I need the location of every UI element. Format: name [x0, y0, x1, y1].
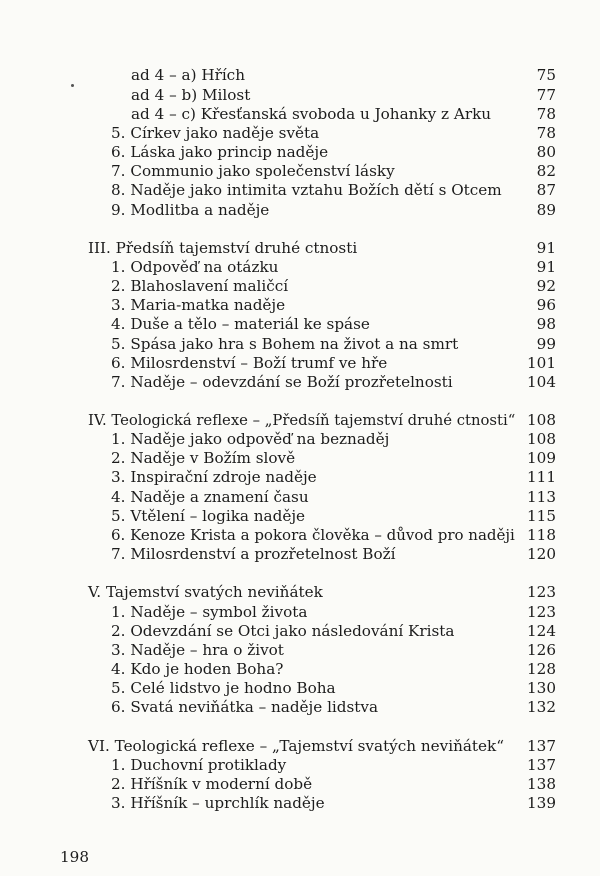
toc-entry-title: 8. Naděje jako intimita vztahu Božích dětí s Otcem — [111, 181, 502, 199]
toc-entry — [0, 277, 600, 296]
toc-entry-title: 3. Naděje – hra o život — [111, 641, 284, 659]
toc-entry-title: 2. Naděje v Božím slově — [111, 449, 296, 467]
toc-entry-title: 7. Communio jako společenství lásky — [111, 162, 395, 180]
toc-entry-page: 132 — [527, 698, 556, 716]
toc-entry — [0, 756, 600, 775]
toc-entry-page: 138 — [527, 775, 556, 793]
toc-entry-page: 108 — [527, 411, 556, 429]
toc-entry-title: 3. Hříšník – uprchlík naděje — [111, 794, 325, 812]
toc-entry — [0, 545, 600, 564]
toc-entry — [0, 603, 600, 622]
toc-entry-title: 5. Církev jako naděje světa — [111, 124, 320, 142]
toc-entry — [0, 679, 600, 698]
toc-entry — [0, 105, 600, 124]
toc-entry-page: 87 — [536, 181, 556, 199]
toc-entry-title: 1. Naděje – symbol života — [111, 603, 308, 621]
toc-chapter-heading — [0, 583, 600, 602]
toc-entry-title: ad 4 – b) Milost — [131, 86, 251, 104]
toc-entry-page: 109 — [527, 449, 556, 467]
toc-entry — [0, 143, 600, 162]
toc-entry-title: III. Předsíň tajemství druhé ctnosti — [88, 239, 358, 257]
toc-entry-page: 89 — [536, 201, 556, 219]
toc-entry-title: 7. Naděje – odevzdání se Boží prozřetelnosti — [111, 373, 453, 391]
toc-entry-title: 1. Duchovní protiklady — [111, 756, 287, 774]
toc-entry-title: 5. Spása jako hra s Bohem na život a na smrt — [111, 335, 459, 353]
toc-entry-page: 82 — [536, 162, 556, 180]
toc-entry-page: 139 — [527, 794, 556, 812]
toc-entry-page: 137 — [527, 737, 556, 755]
toc-entry-title: 6. Kenoze Krista a pokora člověka – důvod pro naději — [111, 526, 515, 544]
toc-entry — [0, 315, 600, 334]
toc-entry-title: 2. Odevzdání se Otci jako následování Krista — [111, 622, 455, 640]
toc-entry — [0, 86, 600, 105]
toc-entry-page: 124 — [527, 622, 556, 640]
toc-entry-page: 126 — [527, 641, 556, 659]
toc-entry-title: 1. Odpověď na otázku — [111, 258, 279, 276]
toc-entry-page: 75 — [536, 66, 556, 84]
toc-entry — [0, 181, 600, 200]
toc-entry-title: 6. Láska jako princip naděje — [111, 143, 329, 161]
toc-entry — [0, 201, 600, 220]
toc-entry — [0, 507, 600, 526]
toc-entry — [0, 162, 600, 181]
toc-entry-title: ad 4 – c) Křesťanská svoboda u Johanky z Arku — [131, 105, 492, 123]
toc-entry — [0, 66, 600, 85]
toc-entry — [0, 335, 600, 354]
toc-entry — [0, 373, 600, 392]
toc-entry — [0, 449, 600, 468]
toc-entry — [0, 794, 600, 813]
toc-entry-title: 6. Svatá neviňátka – naděje lidstva — [111, 698, 379, 716]
toc-entry-title: 3. Maria-matka naděje — [111, 296, 286, 314]
toc-entry-title: 4. Naděje a znamení času — [111, 488, 309, 506]
toc-entry — [0, 258, 600, 277]
toc-entry-page: 104 — [527, 373, 556, 391]
toc-entry-title: IV. Teologická reflexe – „Předsíň tajemství druhé ctnosti“ — [88, 412, 516, 429]
toc-entry — [0, 430, 600, 449]
toc-entry-page: 92 — [536, 277, 556, 295]
toc-entry-page: 96 — [536, 296, 556, 314]
toc-entry-page: 108 — [527, 430, 556, 448]
toc-entry-page: 91 — [536, 258, 556, 276]
toc-entry-page: 91 — [536, 239, 556, 257]
toc-entry-page: 120 — [527, 545, 556, 563]
toc-entry-title: 5. Vtělení – logika naděje — [111, 507, 306, 525]
toc-entry-page: 123 — [527, 603, 556, 621]
toc-entry-page: 80 — [536, 143, 556, 161]
toc-entry-title: 7. Milosrdenství a prozřetelnost Boží — [111, 545, 396, 563]
toc-entry-page: 111 — [527, 468, 556, 486]
toc-entry — [0, 660, 600, 679]
toc-entry-page: 99 — [536, 335, 556, 353]
toc-entry-page: 113 — [527, 488, 556, 506]
toc-entry-title: 4. Duše a tělo – materiál ke spáse — [111, 315, 370, 333]
toc-entry-title: 6. Milosrdenství – Boží trumf ve hře — [111, 354, 388, 372]
page-number: 198 — [60, 848, 89, 866]
toc-entry — [0, 468, 600, 487]
toc-entry-page: 137 — [527, 756, 556, 774]
toc-entry-page: 78 — [536, 124, 556, 142]
toc-chapter-heading — [0, 411, 600, 430]
toc-entry — [0, 698, 600, 717]
toc-chapter-heading — [0, 239, 600, 258]
toc-entry-page: 118 — [527, 526, 556, 544]
toc-entry — [0, 124, 600, 143]
toc-entry-page: 77 — [536, 86, 556, 104]
toc-entry — [0, 622, 600, 641]
toc-entry-title: 5. Celé lidstvo je hodno Boha — [111, 679, 336, 697]
toc-entry-title: 4. Kdo je hoden Boha? — [111, 660, 284, 678]
toc-entry-page: 128 — [527, 660, 556, 678]
toc-entry — [0, 488, 600, 507]
toc-entry-title: 1. Naděje jako odpověď na beznaděj — [111, 430, 390, 448]
toc-entry-page: 78 — [536, 105, 556, 123]
toc-entry — [0, 526, 600, 545]
toc-entry-title: VI. Teologická reflexe – „Tajemství svatých neviňátek“ — [88, 737, 504, 755]
toc-entry-page: 130 — [527, 679, 556, 697]
toc-entry-title: 2. Hříšník v moderní době — [111, 775, 313, 793]
toc-entry — [0, 775, 600, 794]
toc-entry-title: 2. Blahoslavení maličcí — [111, 277, 289, 295]
toc-entry-page: 115 — [527, 507, 556, 525]
toc-entry-page: 123 — [527, 583, 556, 601]
toc-entry-title: ad 4 – a) Hřích — [131, 66, 245, 84]
toc-entry-title: 3. Inspirační zdroje naděje — [111, 468, 317, 486]
toc-entry — [0, 296, 600, 315]
toc-entry-title: 9. Modlitba a naděje — [111, 201, 270, 219]
toc-entry — [0, 354, 600, 373]
toc-entry-page: 101 — [527, 354, 556, 372]
toc-entry-page: 98 — [536, 315, 556, 333]
toc-entry-title: V. Tajemství svatých neviňátek — [88, 583, 323, 601]
toc-entry — [0, 641, 600, 660]
toc-chapter-heading — [0, 737, 600, 756]
